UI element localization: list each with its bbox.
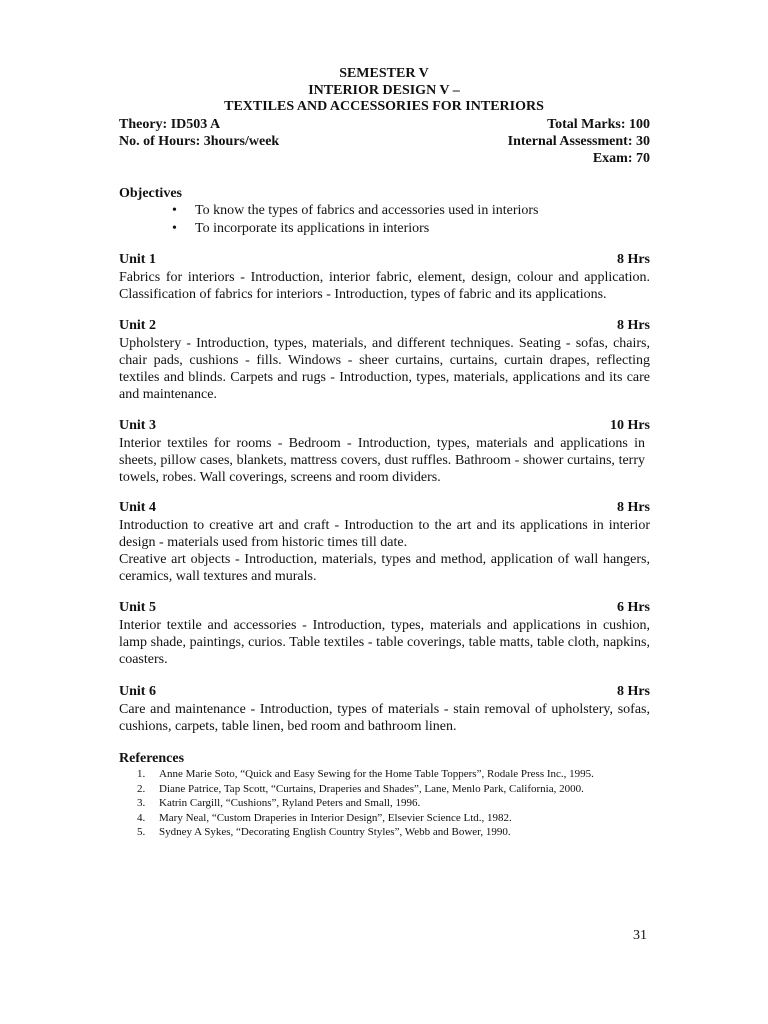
unit-hours: 8 Hrs — [616, 500, 650, 515]
unit-body: Fabrics for interiors - Introduction, interior fabric, element, design, colour and application. Classification of fabrics for interiors - Introduction, types of fabric and its applications. — [119, 270, 650, 302]
unit-header — [119, 500, 650, 516]
semester-heading: SEMESTER V — [339, 66, 429, 81]
total-marks: Total Marks: 100 — [547, 117, 650, 132]
unit-header — [119, 252, 650, 268]
unit-header — [119, 684, 650, 700]
objectives-title: Objectives — [119, 186, 182, 201]
unit-body: Care and maintenance - Introduction, types of materials - stain removal of upholstery, sofas, cushions, carpets, table linen, bed room and bathroom linen. — [119, 702, 650, 734]
unit-title: Unit 4 — [119, 500, 156, 515]
references-title: References — [119, 751, 185, 766]
info-row-3 — [119, 151, 650, 167]
reference-number: 2. — [137, 782, 146, 795]
subject-heading: TEXTILES AND ACCESSORIES FOR INTERIORS — [224, 99, 544, 114]
unit-body-continued: Creative art objects - Introduction, materials, types and method, application of wall hangers, ceramics, wall textures and murals. — [119, 552, 650, 584]
reference-text: Anne Marie Soto, “Quick and Easy Sewing for the Home Table Toppers”, Rodale Press Inc., 1995. — [159, 768, 594, 780]
reference-text: Katrin Cargill, “Cushions”, Ryland Peters and Small, 1996. — [159, 797, 421, 809]
unit-title: Unit 2 — [119, 318, 156, 333]
hours-per-week: No. of Hours: 3hours/week — [119, 134, 280, 149]
reference-number: 1. — [137, 768, 146, 780]
references-list — [137, 767, 594, 840]
reference-item — [137, 811, 594, 826]
unit-title: Unit 6 — [119, 684, 156, 699]
unit-hours: 8 Hrs — [616, 318, 650, 333]
unit-title: Unit 3 — [119, 418, 156, 433]
reference-number: 5. — [137, 826, 146, 838]
reference-text: Sydney A Sykes, “Decorating English Country Styles”, Webb and Bower, 1990. — [159, 826, 511, 838]
reference-item — [137, 782, 594, 797]
unit-body: Introduction to creative art and craft - Introduction to the art and its applications in interior design - materials used from historic times till date. — [119, 518, 650, 550]
theory-code: Theory: ID503 A — [119, 117, 221, 132]
unit-hours: 10 Hrs — [609, 418, 650, 433]
unit-hours: 6 Hrs — [616, 600, 650, 615]
unit-body: Interior textile and accessories - Introduction, types, materials and applications in cushion, lamp shade, paintings, curios. Table textiles - table coverings, table matts, table cloth, napkins, coasters. — [119, 618, 650, 667]
reference-text: Mary Neal, “Custom Draperies in Interior Design”, Elsevier Science Ltd., 1982. — [159, 811, 512, 824]
exam-marks: Exam: 70 — [592, 151, 650, 166]
objectives-list — [172, 202, 538, 238]
unit-title: Unit 5 — [119, 600, 156, 615]
objective-item: • To know the types of fabrics and accessories used in interiors — [172, 202, 538, 220]
reference-text: Diane Patrice, Tap Scott, “Curtains, Draperies and Shades”, Lane, Menlo Park, California, 2000. — [159, 782, 584, 795]
unit-header — [119, 318, 650, 334]
internal-assessment: Internal Assessment: 30 — [507, 134, 650, 149]
unit-hours: 8 Hrs — [616, 684, 650, 699]
unit-body: Interior textiles for rooms - Bedroom - Introduction, types, materials and applications in sheets, pillow cases, blankets, mattress covers, dust ruffles. Bathroom - shower curtains, terry towels, robes. Wall coverings, screens and room dividers. — [119, 436, 645, 485]
info-row-2 — [119, 134, 650, 150]
objective-item: • To incorporate its applications in interiors — [172, 220, 538, 238]
reference-item — [137, 767, 594, 782]
page-number: 31 — [633, 928, 647, 943]
info-row-1 — [119, 117, 650, 133]
unit-header — [119, 600, 650, 616]
reference-item — [137, 796, 594, 811]
unit-header — [119, 418, 650, 434]
course-heading: INTERIOR DESIGN V – — [308, 83, 460, 98]
reference-item — [137, 825, 594, 840]
unit-body: Upholstery - Introduction, types, materials, and different techniques. Seating - sofas, chairs, chair pads, cushions - fills. Windows - sheer curtains, curtains, curtain drapes, reflecting textiles and blinds. Carpets and rugs - Introduction, types, materials, applications and its care and maintenance. — [119, 336, 650, 402]
reference-number: 4. — [137, 811, 146, 824]
unit-hours: 8 Hrs — [616, 252, 650, 267]
unit-title: Unit 1 — [119, 252, 156, 267]
reference-number: 3. — [137, 797, 146, 809]
